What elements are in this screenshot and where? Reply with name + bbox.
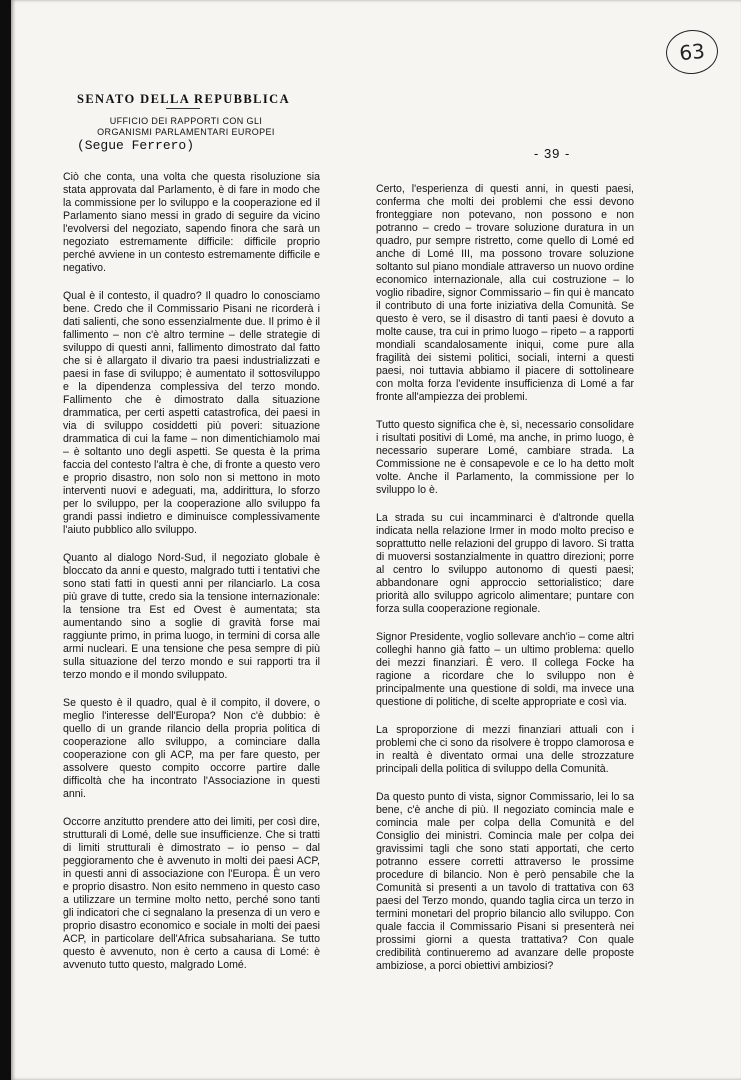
right-text-column <box>376 183 634 973</box>
office-heading-line-1: UFFICIO DEI RAPPORTI CON GLI <box>109 116 263 126</box>
paragraph: Certo, l'esperienza di questi anni, in questi paesi, conferma che molti dei problemi che essi devono fronteggiare non potevano, non possono e non potranno – credo – trovare soluzione duratura in un quadro, pur sempre ristretto, come quello di Lomé ed anche di Lomé III, ma possono trovare soluzione soltanto sul piano mondiale attraverso un nuovo ordine economico internazionale, alla cui costruzione – lo voglio ribadire, signor Commissario – fin qui è mancato il contributo di una forte iniziativa della Comunità. Se questo è vero, se il disastro di tanti paesi è dovuto a molte cause, tra cui in primo luogo – ripeto – a rapporti mondiali scandalosamente iniqui, come pure alla fragilità dei sistemi politici, sociali, interni a questi paesi, noi tuttavia abbiamo il piacere di sottolineare con molta forza l'evidente insufficienza di Lomé a far fronte all'ampiezza dei problemi. <box>376 183 634 403</box>
paragraph: Qual è il contesto, il quadro? Il quadro lo conosciamo bene. Credo che il Commissario Pisani ne ricorderà i dati salienti, che sono essenzialmente due. Il primo è il fallimento – non c'è altro termine – delle strategie di sviluppo di questi anni, fallimento dimostrato dal fatto che si è allargato il divario tra paesi industrializzati e paesi in fase di sviluppo; è aumentato il sottosviluppo e la dipendenza complessiva del terzo mondo. Fallimento che è dimostrato dalla situazione drammatica, per certi aspetti catastrofica, dei paesi in via di sviluppo cosiddetti più poveri: situazione drammatica di cui la fame – non dimentichiamolo mai – è soltanto uno degli aspetti. Se questa è la prima faccia del contesto l'altra è che, di fronte a questo vero e proprio disastro, non solo non si mettono in moto interventi nuovi e adeguati, ma, addirittura, lo sforzo per lo sviluppo, per la cooperazione allo sviluppo fa grandi passi indietro e diminuisce complessivamente l'aiuto pubblico allo sviluppo. <box>63 290 320 536</box>
paragraph: Ciò che conta, una volta che questa risoluzione sia stata approvata dal Parlamento, è di fare in modo che la commissione per lo sviluppo e la cooperazione ed il Parlamento siano messi in grado di seguire da vicino l'evolversi del negoziato, sapendo finora che sarà un negoziato estremamente difficile: difficile proprio perché avviene in un contesto estremamente difficile e negativo. <box>63 171 320 274</box>
office-heading <box>81 116 291 138</box>
paragraph: Occorre anzitutto prendere atto dei limiti, per così dire, strutturali di Lomé, delle sue insufficienze. Che si tratti di limiti strutturali è dimostrato – io penso – dal peggioramento che è avvenuto in molti dei paesi ACP, in questi anni di associazione con l'Europa. È un vero e proprio disastro. Non esito nemmeno in questo caso a utilizzare un termine molto netto, perché sono tanti gli indicatori che ci segnalano la presenza di un vero e proprio disastro economico e sociale in molti dei paesi ACP, in particolare dell'Africa subsahariana. Se tutto questo è avvenuto, non è certo a causa di Lomé: è avvenuto tutto questo, malgrado Lomé. <box>63 816 320 971</box>
handwritten-page-number <box>664 27 720 76</box>
paragraph: La strada su cui incamminarci è d'altronde quella indicata nella relazione Irmer in modo molto preciso e soprattutto nelle relazioni del gruppo di lavoro. Si tratta di muoversi sostanzialmente in quattro direzioni; porre al centro lo sviluppo autonomo di questi paesi; abbandonare ogni approccio settorialistico; dare priorità allo sviluppo agricolo alimentare; puntare con forza sulla cooperazione regionale. <box>376 512 634 615</box>
paragraph: Tutto questo significa che è, sì, necessario consolidare i risultati positivi di Lomé, ma anche, in primo luogo, è necessario superare Lomé, cambiare strada. La Commissione ne è consapevole e ce lo ha detto molt volte. Anche il Parlamento, la commissione per lo sviluppo lo è. <box>376 419 634 496</box>
paragraph: La sproporzione di mezzi finanziari attuali con i problemi che ci sono da risolvere è troppo clamorosa e in realtà è diventato ormai una delle strozzature principali della politica di sviluppo della Comunità. <box>376 724 634 775</box>
paragraph: Signor Presidente, voglio sollevare anch'io – come altri colleghi hanno già fatto – un ultimo problema: quello dei mezzi finanziari. È vero. Il collega Focke ha ragione a ricordare che lo sviluppo non è principalmente una questione di soldi, ma invece una questione di politiche, di scelte appropriate e così via. <box>376 631 634 708</box>
page-number: - 39 - <box>534 146 571 161</box>
handwritten-page-number-text: 63 <box>678 38 706 66</box>
institution-heading: SENATO DELLA REPUBBLICA <box>76 92 291 106</box>
paragraph: Quanto al dialogo Nord-Sud, il negoziato globale è bloccato da anni e questo, malgrado tutti i tentativi che sono stati fatti in questi anni per rilanciarlo. La cosa più grave di tutte, credo sia la tensione internazionale: la tensione tra Est ed Ovest è aumentata; sta aumentando sino a soglie di gravità forse mai raggiunte primo, in prima luogo, in termini di corsa alle armi nucleari. E una tensione che pesa sempre di più sulla situazione del terzo mondo e sui rapporti tra il terzo mondo e il mondo sviluppato. <box>63 552 320 681</box>
document-page <box>11 0 741 1080</box>
office-heading-line-2: ORGANISMI PARLAMENTARI EUROPEI <box>97 127 275 137</box>
speaker-continuation: (Segue Ferrero) <box>77 138 195 153</box>
left-text-column <box>63 171 320 972</box>
paragraph: Da questo punto di vista, signor Commissario, lei lo sa bene, c'è anche di più. Il negoziato comincia male e comincia male per colpa della Comunità e del Consiglio dei ministri. Comincia male per colpa dei gravissimi tagli che sono stati apportati, che certo potranno essere corretti attraverso le prossime procedure di bilancio. Non è però pensabile che la Comunità si presenti a un tavolo di trattativa con 63 paesi del Terzo mondo, quando taglia circa un terzo in termini monetari del proprio bilancio allo sviluppo. Con quale faccia il Commissario Pisani si presenterà nei prossimi giorni a questa trattativa? Con quale credibilità continueremo ad avanzare delle proposte ambiziose, a porci obiettivi ambiziosi? <box>376 791 634 972</box>
header-divider <box>166 108 200 109</box>
paragraph: Se questo è il quadro, qual è il compito, il dovere, o meglio l'interesse dell'Europa? Non c'è dubbio: è quello di un grande rilancio della propria politica di cooperazione allo sviluppo, a cominciare dalla cooperazione con gli ACP, ma per fare questo, per assolvere questo compito occorre partire dalle difficoltà che ha incontrato l'Associazione in questi anni. <box>63 697 320 800</box>
